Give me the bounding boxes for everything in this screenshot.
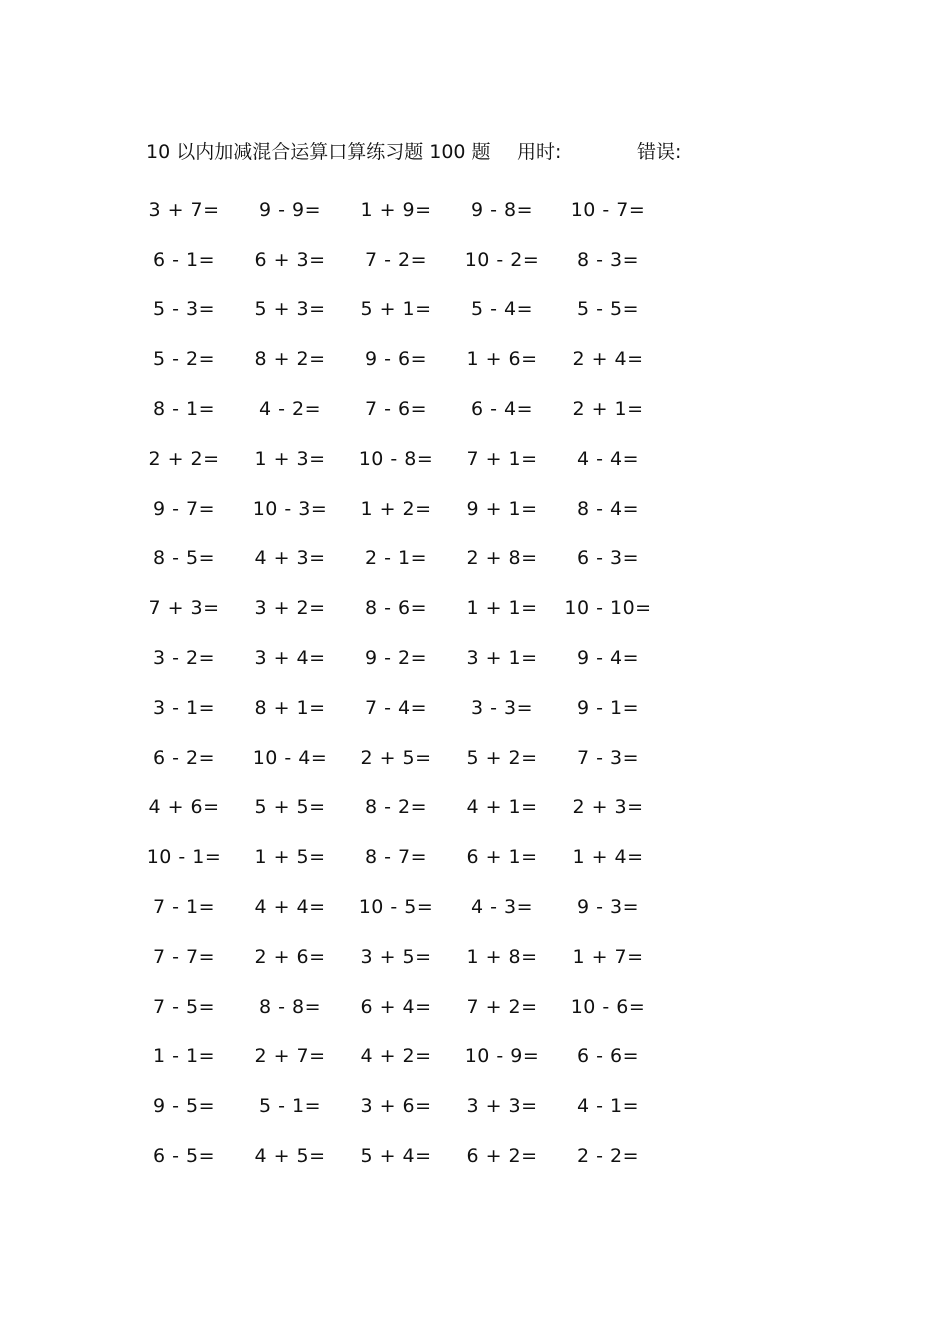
math-problem: 2 + 3= [572, 796, 644, 819]
math-problem: 5 - 2= [152, 348, 216, 371]
math-problem: 1 + 2= [360, 497, 432, 520]
problem-row [131, 235, 661, 285]
math-problem: 3 + 6= [360, 1095, 432, 1118]
math-problem: 2 - 2= [576, 1145, 640, 1168]
math-problem: 10 - 5= [358, 896, 434, 919]
problem-row [131, 783, 661, 833]
math-problem: 9 - 4= [576, 647, 640, 670]
math-problem: 5 - 5= [576, 298, 640, 321]
math-problem: 8 + 2= [254, 348, 326, 371]
problem-row [131, 882, 661, 932]
math-problem: 3 + 1= [466, 647, 538, 670]
math-problem: 7 - 7= [152, 945, 216, 968]
math-problem: 4 + 3= [254, 547, 326, 570]
math-problem: 5 - 1= [258, 1095, 322, 1118]
problem-row [131, 285, 661, 335]
math-problem: 7 - 3= [576, 746, 640, 769]
math-problem: 5 + 4= [360, 1145, 432, 1168]
math-problem: 6 + 3= [254, 248, 326, 271]
math-problem: 1 + 1= [466, 597, 538, 620]
math-problem: 9 + 1= [466, 497, 538, 520]
math-problem: 4 + 4= [254, 896, 326, 919]
math-problem: 2 + 2= [148, 447, 220, 470]
math-problem: 6 - 4= [470, 398, 534, 421]
math-problem: 8 - 6= [364, 597, 428, 620]
math-problem: 5 + 5= [254, 796, 326, 819]
math-problem: 5 + 1= [360, 298, 432, 321]
math-problem: 6 + 4= [360, 995, 432, 1018]
problem-row [131, 733, 661, 783]
problem-row [131, 434, 661, 484]
problem-row [131, 384, 661, 434]
math-problem: 8 - 4= [576, 497, 640, 520]
math-problem: 10 - 7= [570, 198, 646, 221]
math-problem: 4 + 1= [466, 796, 538, 819]
math-problem: 7 + 3= [148, 597, 220, 620]
math-problem: 5 + 3= [254, 298, 326, 321]
time-used-label: 用时: [517, 141, 562, 163]
math-problem: 7 - 1= [152, 896, 216, 919]
math-problem: 6 - 5= [152, 1145, 216, 1168]
math-problem: 5 - 4= [470, 298, 534, 321]
math-problem: 7 - 2= [364, 248, 428, 271]
math-problem: 7 + 2= [466, 995, 538, 1018]
math-problem: 10 - 8= [358, 447, 434, 470]
problem-row [131, 932, 661, 982]
worksheet-header [0, 138, 950, 166]
math-problem: 8 + 1= [254, 696, 326, 719]
math-problem: 7 - 6= [364, 398, 428, 421]
math-problem: 10 - 9= [464, 1045, 540, 1068]
math-problem: 3 + 4= [254, 647, 326, 670]
math-problem: 10 - 2= [464, 248, 540, 271]
math-problem: 9 - 2= [364, 647, 428, 670]
problem-row [131, 334, 661, 384]
problem-row [131, 633, 661, 683]
math-problem: 6 + 1= [466, 846, 538, 869]
math-problem: 3 - 3= [470, 696, 534, 719]
math-problem: 8 - 5= [152, 547, 216, 570]
math-problem: 10 - 4= [252, 746, 328, 769]
math-problem: 3 + 2= [254, 597, 326, 620]
math-problem: 4 + 6= [148, 796, 220, 819]
math-problem: 5 - 3= [152, 298, 216, 321]
problem-row [131, 484, 661, 534]
math-problem: 7 + 1= [466, 447, 538, 470]
math-problem: 1 + 8= [466, 945, 538, 968]
math-problem: 8 - 1= [152, 398, 216, 421]
math-problem: 4 - 4= [576, 447, 640, 470]
math-problem: 4 - 1= [576, 1095, 640, 1118]
math-problem: 10 - 6= [570, 995, 646, 1018]
math-problem: 3 + 7= [148, 198, 220, 221]
math-problem: 9 - 9= [258, 198, 322, 221]
problem-row [131, 832, 661, 882]
math-problem: 1 + 5= [254, 846, 326, 869]
math-problem: 8 - 2= [364, 796, 428, 819]
math-problem: 10 - 3= [252, 497, 328, 520]
math-problem: 1 - 1= [152, 1045, 216, 1068]
math-problem: 2 + 5= [360, 746, 432, 769]
math-problem: 7 - 5= [152, 995, 216, 1018]
errors-label: 错误: [637, 141, 682, 163]
math-problem: 8 - 7= [364, 846, 428, 869]
math-problem: 3 - 1= [152, 696, 216, 719]
math-problem: 5 + 2= [466, 746, 538, 769]
math-problem: 3 + 3= [466, 1095, 538, 1118]
math-problem: 9 - 7= [152, 497, 216, 520]
math-problem: 10 - 1= [146, 846, 222, 869]
math-problem: 2 - 1= [364, 547, 428, 570]
math-problem: 4 + 2= [360, 1045, 432, 1068]
math-problem: 6 - 3= [576, 547, 640, 570]
math-problem: 3 - 2= [152, 647, 216, 670]
problem-row [131, 1081, 661, 1131]
math-problem: 3 + 5= [360, 945, 432, 968]
math-problem: 7 - 4= [364, 696, 428, 719]
problem-row [131, 1032, 661, 1082]
math-problem: 1 + 6= [466, 348, 538, 371]
math-problem: 1 + 4= [572, 846, 644, 869]
problem-row [131, 185, 661, 235]
math-problem: 6 - 1= [152, 248, 216, 271]
math-problem: 4 - 2= [258, 398, 322, 421]
math-problem: 6 - 6= [576, 1045, 640, 1068]
math-problem: 2 + 7= [254, 1045, 326, 1068]
problem-row [131, 534, 661, 584]
problem-row [131, 583, 661, 633]
math-problem: 9 - 3= [576, 896, 640, 919]
math-problem: 1 + 3= [254, 447, 326, 470]
math-problem: 1 + 9= [360, 198, 432, 221]
math-problem: 6 - 2= [152, 746, 216, 769]
problem-row [131, 1131, 661, 1181]
math-problem: 1 + 7= [572, 945, 644, 968]
math-problem: 9 - 5= [152, 1095, 216, 1118]
math-problem: 2 + 8= [466, 547, 538, 570]
math-problem: 4 - 3= [470, 896, 534, 919]
math-problem: 8 - 3= [576, 248, 640, 271]
math-problem: 2 + 1= [572, 398, 644, 421]
math-problem: 2 + 4= [572, 348, 644, 371]
math-problem: 4 + 5= [254, 1145, 326, 1168]
problem-row [131, 683, 661, 733]
problem-grid [131, 185, 661, 1181]
math-problem: 6 + 2= [466, 1145, 538, 1168]
math-problem: 9 - 1= [576, 696, 640, 719]
math-problem: 10 - 10= [564, 597, 652, 620]
math-problem: 9 - 6= [364, 348, 428, 371]
worksheet-title: 10 以内加减混合运算口算练习题 100 题 [146, 141, 491, 163]
math-problem: 2 + 6= [254, 945, 326, 968]
problem-row [131, 982, 661, 1032]
math-problem: 8 - 8= [258, 995, 322, 1018]
math-problem: 9 - 8= [470, 198, 534, 221]
